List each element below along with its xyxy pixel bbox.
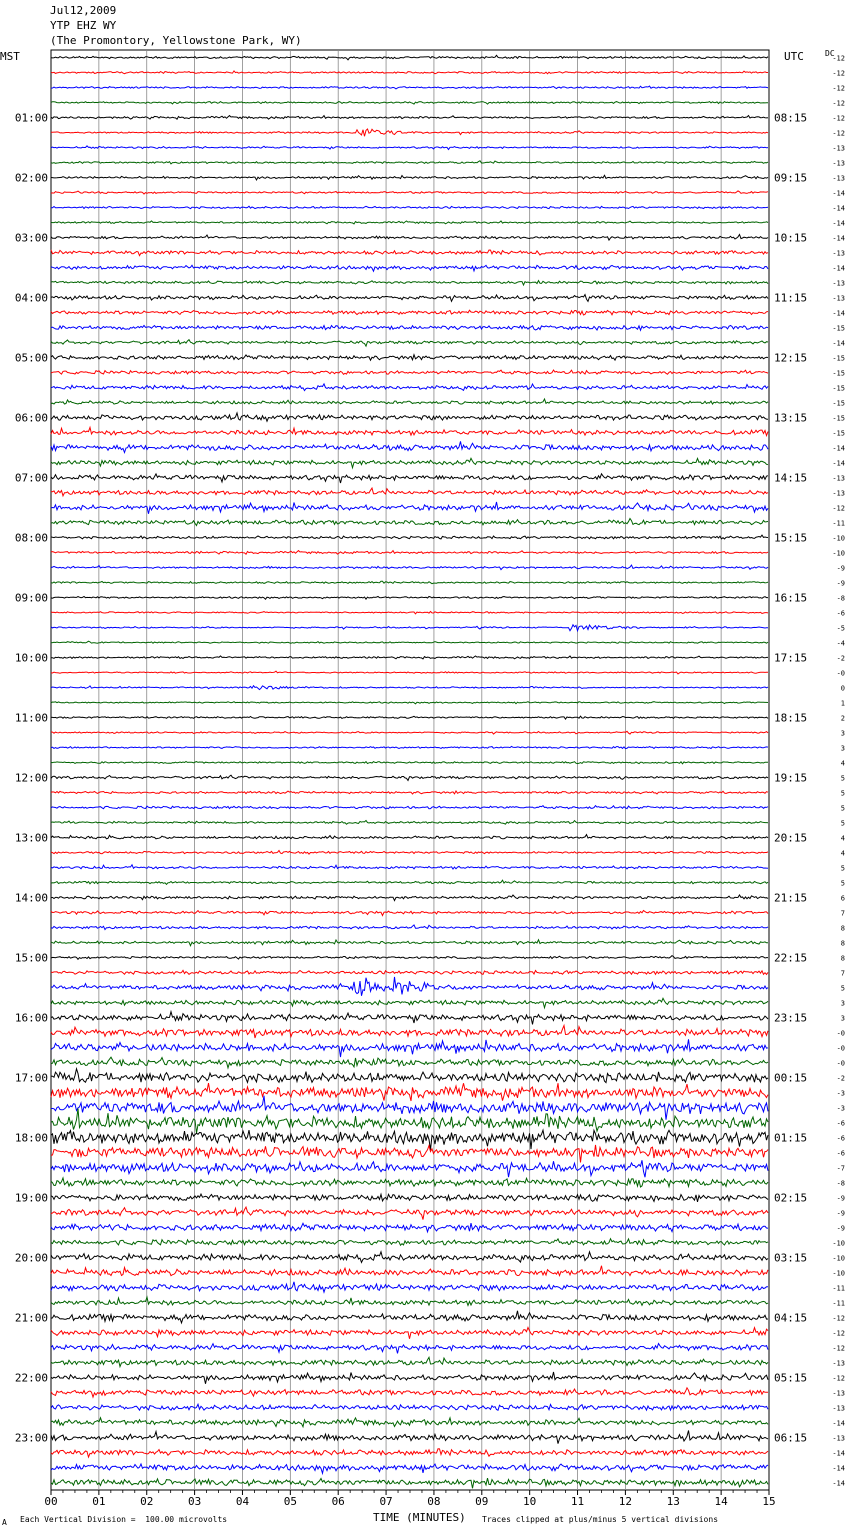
trace-row-81 <box>51 1266 768 1276</box>
dc-offset-value: 5 <box>840 819 845 828</box>
dc-offset-value: -9 <box>836 579 845 588</box>
trace-row-32 <box>51 535 768 539</box>
trace-row-47 <box>51 762 768 764</box>
dc-offset-value: -13 <box>832 1434 845 1443</box>
utc-hour-label: 15:15 <box>774 531 808 545</box>
dc-offset-value: -13 <box>832 279 845 288</box>
trace-row-28 <box>51 474 768 483</box>
trace-row-26 <box>51 441 768 452</box>
dc-offset-value: 1 <box>840 699 845 708</box>
trace-row-23 <box>51 399 768 404</box>
dc-offset-value: -10 <box>832 549 845 558</box>
trace-row-25 <box>51 427 768 435</box>
dc-offset-value: -13 <box>832 294 845 303</box>
dc-offset-value: -5 <box>836 624 845 633</box>
dc-offset-value: 7 <box>840 969 845 978</box>
utc-hour-label: 20:15 <box>774 831 808 845</box>
right-axis-title: UTC <box>784 50 804 63</box>
dc-offset-value: -9 <box>836 1209 845 1218</box>
dc-offset-value: -15 <box>832 369 845 378</box>
dc-offset-value: 3 <box>840 729 845 738</box>
trace-row-70 <box>51 1096 768 1120</box>
dc-offset-value: 7 <box>840 909 845 918</box>
dc-offset-value: 3 <box>840 999 845 1008</box>
dc-offset-value: -14 <box>832 459 845 468</box>
dc-offset-value: -6 <box>836 1134 845 1143</box>
trace-row-8 <box>51 175 768 180</box>
mst-hour-label: 19:00 <box>14 1191 48 1205</box>
trace-row-42 <box>51 686 768 690</box>
mst-hour-label: 03:00 <box>14 231 48 245</box>
mst-hour-label: 16:00 <box>14 1011 48 1025</box>
trace-row-86 <box>51 1344 768 1354</box>
dc-offset-value: -0 <box>836 669 845 678</box>
trace-row-63 <box>51 998 768 1007</box>
dc-offset-value: -11 <box>832 1299 845 1308</box>
dc-offset-value: -13 <box>832 144 845 153</box>
mst-hour-label: 04:00 <box>14 291 48 305</box>
dc-offset-value: -14 <box>832 1419 845 1428</box>
dc-offset-value: -15 <box>832 354 845 363</box>
dc-offset-value: -13 <box>832 1389 845 1398</box>
x-tick-label: 09 <box>475 1495 489 1508</box>
dc-offset-value: -10 <box>832 1239 845 1248</box>
mst-hour-label: 15:00 <box>14 951 48 965</box>
dc-offset-value: -14 <box>832 264 845 273</box>
dc-offset-value: 4 <box>840 834 845 843</box>
trace-row-45 <box>51 731 768 734</box>
trace-row-22 <box>51 384 768 391</box>
header-location: (The Promontory, Yellowstone Park, WY) <box>50 34 302 47</box>
utc-hour-label: 17:15 <box>774 651 808 665</box>
trace-row-20 <box>51 355 768 361</box>
header-date: Jul12,2009 <box>50 4 117 17</box>
trace-row-66 <box>51 1039 768 1057</box>
footer-scale-note: Each Vertical Division = 100.00 microvolts <box>20 1515 228 1524</box>
trace-row-14 <box>51 265 768 271</box>
dc-offset-value: -14 <box>832 189 845 198</box>
utc-hour-label: 21:15 <box>774 891 808 905</box>
dc-offset-value: -12 <box>832 1344 845 1353</box>
mst-hour-label: 17:00 <box>14 1071 48 1085</box>
dc-offset-value: 5 <box>840 879 845 888</box>
trace-row-38 <box>51 625 768 631</box>
footer-clip-note: Traces clipped at plus/minus 5 vertical divisions <box>482 1515 719 1524</box>
x-tick-label: 05 <box>283 1495 297 1508</box>
dc-offset-value: 5 <box>840 789 845 798</box>
mst-hour-label: 09:00 <box>14 591 48 605</box>
dc-offset-value: 5 <box>840 984 845 993</box>
dc-offset-value: -4 <box>836 639 845 648</box>
trace-row-89 <box>51 1388 768 1397</box>
dc-offset-value: 4 <box>840 759 845 768</box>
dc-offset-value: -2 <box>836 654 845 663</box>
dc-offset-value: -6 <box>836 1149 845 1158</box>
dc-offset-value: 5 <box>840 864 845 873</box>
mst-hour-label: 08:00 <box>14 531 48 545</box>
dc-offset-value: -13 <box>832 474 845 483</box>
trace-row-2 <box>51 86 768 89</box>
trace-row-3 <box>51 102 768 105</box>
dc-offset-value: 3 <box>840 1014 845 1023</box>
trace-row-87 <box>51 1357 768 1366</box>
utc-hour-label: 00:15 <box>774 1071 808 1085</box>
dc-offset-value: -14 <box>832 339 845 348</box>
trace-row-44 <box>51 716 768 719</box>
x-tick-label: 00 <box>44 1495 58 1508</box>
dc-offset-value: 6 <box>840 894 845 903</box>
dc-offset-value: -12 <box>832 54 845 63</box>
dc-offset-value: -12 <box>832 69 845 78</box>
trace-row-27 <box>51 458 768 467</box>
trace-row-57 <box>51 911 768 916</box>
mst-hour-label: 12:00 <box>14 771 48 785</box>
mst-hour-label: 13:00 <box>14 831 48 845</box>
mst-hour-label: 01:00 <box>14 111 48 125</box>
dc-offset-value: -9 <box>836 1194 845 1203</box>
dc-offset-value: 0 <box>840 684 845 693</box>
trace-row-61 <box>51 970 768 974</box>
dc-offset-value: -14 <box>832 1479 845 1488</box>
x-tick-label: 06 <box>331 1495 345 1508</box>
utc-hour-label: 03:15 <box>774 1251 808 1265</box>
utc-hour-label: 06:15 <box>774 1431 808 1445</box>
dc-offset-value: -8 <box>836 594 845 603</box>
trace-row-15 <box>51 281 768 285</box>
dc-offset-value: -9 <box>836 564 845 573</box>
mst-hour-label: 10:00 <box>14 651 48 665</box>
dc-offset-value: -8 <box>836 1179 845 1188</box>
dc-offset-value: 8 <box>840 939 845 948</box>
dc-offset-value: 2 <box>840 714 845 723</box>
trace-row-24 <box>51 413 768 421</box>
trace-row-68 <box>51 1069 768 1083</box>
trace-row-4 <box>51 116 768 120</box>
trace-row-10 <box>51 206 768 208</box>
dc-offset-value: 4 <box>840 849 845 858</box>
dc-offset-value: -0 <box>836 1044 845 1053</box>
utc-hour-label: 18:15 <box>774 711 808 725</box>
trace-row-82 <box>51 1282 768 1292</box>
x-tick-label: 01 <box>92 1495 106 1508</box>
dc-offset-value: -13 <box>832 159 845 168</box>
dc-offset-value: -3 <box>836 1089 845 1098</box>
trace-row-58 <box>51 925 768 930</box>
trace-row-11 <box>51 221 768 224</box>
dc-offset-value: 5 <box>840 804 845 813</box>
trace-row-56 <box>51 895 768 901</box>
dc-offset-value: -12 <box>832 114 845 123</box>
trace-row-16 <box>51 295 768 302</box>
dc-offset-value: -14 <box>832 234 845 243</box>
x-tick-label: 13 <box>666 1495 680 1508</box>
x-tick-label: 07 <box>379 1495 393 1508</box>
trace-row-48 <box>51 775 768 780</box>
mst-hour-label: 21:00 <box>14 1311 48 1325</box>
utc-hour-label: 04:15 <box>774 1311 808 1325</box>
mst-hour-label: 05:00 <box>14 351 48 365</box>
trace-row-74 <box>51 1160 768 1177</box>
trace-row-37 <box>51 612 768 614</box>
dc-offset-value: -12 <box>832 84 845 93</box>
trace-row-46 <box>51 746 768 748</box>
trace-row-18 <box>51 325 768 330</box>
utc-hour-label: 14:15 <box>774 471 808 485</box>
trace-row-62 <box>51 977 768 996</box>
mst-hour-label: 06:00 <box>14 411 48 425</box>
dc-offset-value: -13 <box>832 1404 845 1413</box>
mst-hour-label: 11:00 <box>14 711 48 725</box>
dc-offset-value: 5 <box>840 774 845 783</box>
dc-offset-value: -11 <box>832 519 845 528</box>
trace-row-54 <box>51 865 768 869</box>
dc-offset-value: 8 <box>840 924 845 933</box>
trace-row-12 <box>51 235 768 241</box>
trace-row-73 <box>51 1145 768 1163</box>
trace-row-84 <box>51 1311 768 1323</box>
x-tick-label: 02 <box>140 1495 154 1508</box>
dc-offset-value: -11 <box>832 1284 845 1293</box>
x-tick-label: 14 <box>714 1495 728 1508</box>
mst-hour-label: 07:00 <box>14 471 48 485</box>
trace-row-7 <box>51 161 768 164</box>
trace-row-17 <box>51 310 768 315</box>
x-tick-label: 15 <box>762 1495 776 1508</box>
dc-offset-value: -0 <box>836 1029 845 1038</box>
dc-offset-value: -12 <box>832 99 845 108</box>
trace-row-59 <box>51 940 768 946</box>
trace-row-1 <box>51 71 768 74</box>
trace-row-64 <box>51 1012 768 1025</box>
dc-offset-value: -13 <box>832 174 845 183</box>
trace-row-19 <box>51 340 768 346</box>
dc-offset-value: -7 <box>836 1164 845 1173</box>
trace-row-43 <box>51 702 768 704</box>
mst-hour-label: 02:00 <box>14 171 48 185</box>
trace-row-21 <box>51 370 768 374</box>
utc-hour-label: 13:15 <box>774 411 808 425</box>
trace-row-9 <box>51 191 768 194</box>
trace-row-95 <box>51 1478 768 1488</box>
trace-row-51 <box>51 821 768 825</box>
footer-mark: A <box>2 1518 7 1527</box>
utc-hour-label: 02:15 <box>774 1191 808 1205</box>
dc-offset-value: -14 <box>832 444 845 453</box>
x-tick-label: 08 <box>427 1495 441 1508</box>
trace-row-67 <box>51 1057 768 1068</box>
dc-offset-value: -2 <box>836 1074 845 1083</box>
trace-row-77 <box>51 1207 768 1220</box>
trace-row-92 <box>51 1431 768 1444</box>
utc-hour-label: 05:15 <box>774 1371 808 1385</box>
dc-offset-value: -15 <box>832 429 845 438</box>
dc-offset-value: -6 <box>836 1119 845 1128</box>
trace-row-5 <box>51 129 768 136</box>
trace-row-39 <box>51 641 768 643</box>
dc-offset-value: -15 <box>832 399 845 408</box>
trace-row-41 <box>51 671 768 674</box>
mst-hour-label: 20:00 <box>14 1251 48 1265</box>
dc-offset-value: -12 <box>832 1314 845 1323</box>
x-tick-label: 12 <box>618 1495 633 1508</box>
dc-offset-title: DC <box>825 49 835 58</box>
trace-row-31 <box>51 519 768 526</box>
trace-row-49 <box>51 791 768 794</box>
utc-hour-label: 16:15 <box>774 591 808 605</box>
x-tick-label: 11 <box>570 1495 585 1508</box>
trace-row-13 <box>51 250 768 256</box>
trace-row-29 <box>51 488 768 496</box>
utc-hour-label: 22:15 <box>774 951 808 965</box>
trace-row-72 <box>51 1130 768 1150</box>
trace-row-65 <box>51 1026 768 1039</box>
trace-row-90 <box>51 1404 768 1410</box>
trace-row-94 <box>51 1464 768 1473</box>
trace-row-35 <box>51 581 768 583</box>
dc-offset-value: -14 <box>832 1449 845 1458</box>
dc-offset-value: 3 <box>840 744 845 753</box>
trace-row-53 <box>51 851 768 855</box>
dc-offset-value: -9 <box>836 1224 845 1233</box>
dc-offset-value: -12 <box>832 129 845 138</box>
trace-row-40 <box>51 656 768 659</box>
utc-hour-label: 09:15 <box>774 171 808 185</box>
dc-offset-value: -15 <box>832 414 845 423</box>
dc-offset-value: -10 <box>832 1269 845 1278</box>
trace-row-79 <box>51 1239 768 1246</box>
trace-row-93 <box>51 1449 768 1457</box>
dc-offset-value: -10 <box>832 1254 845 1263</box>
dc-offset-value: -10 <box>832 534 845 543</box>
trace-row-33 <box>51 551 768 555</box>
dc-offset-value: -12 <box>832 1329 845 1338</box>
trace-row-52 <box>51 835 768 839</box>
utc-hour-label: 08:15 <box>774 111 808 125</box>
trace-row-83 <box>51 1297 768 1305</box>
mst-hour-label: 22:00 <box>14 1371 48 1385</box>
x-axis-title: TIME (MINUTES) <box>373 1511 466 1524</box>
dc-offset-value: 8 <box>840 954 845 963</box>
dc-offset-value: -13 <box>832 1359 845 1368</box>
trace-row-76 <box>51 1194 768 1202</box>
utc-hour-label: 12:15 <box>774 351 808 365</box>
left-axis-title: MST <box>0 50 20 63</box>
dc-offset-value: -13 <box>832 249 845 258</box>
dc-offset-value: -14 <box>832 219 845 228</box>
x-tick-label: 10 <box>523 1495 537 1508</box>
trace-row-36 <box>51 597 768 600</box>
header-station: YTP EHZ WY <box>50 19 117 32</box>
trace-row-80 <box>51 1252 768 1263</box>
trace-row-85 <box>51 1328 768 1339</box>
dc-offset-value: -3 <box>836 1104 845 1113</box>
utc-hour-label: 11:15 <box>774 291 808 305</box>
x-tick-label: 03 <box>187 1495 202 1508</box>
trace-row-34 <box>51 565 768 570</box>
dc-offset-value: -12 <box>832 1374 845 1383</box>
dc-offset-value: -14 <box>832 204 845 213</box>
mst-hour-label: 14:00 <box>14 891 48 905</box>
trace-row-30 <box>51 502 768 514</box>
dc-offset-value: -14 <box>832 1464 845 1473</box>
trace-row-75 <box>51 1178 768 1187</box>
trace-row-50 <box>51 806 768 809</box>
trace-row-69 <box>51 1083 768 1101</box>
trace-row-88 <box>51 1372 768 1384</box>
x-tick-label: 04 <box>235 1495 250 1508</box>
dc-offset-value: -0 <box>836 1059 845 1068</box>
trace-row-78 <box>51 1223 768 1232</box>
dc-offset-value: -15 <box>832 384 845 393</box>
trace-row-55 <box>51 880 768 884</box>
trace-row-6 <box>51 146 768 150</box>
utc-hour-label: 10:15 <box>774 231 808 245</box>
dc-offset-value: -14 <box>832 309 845 318</box>
utc-hour-label: 01:15 <box>774 1131 808 1145</box>
trace-row-60 <box>51 956 768 960</box>
utc-hour-label: 19:15 <box>774 771 808 785</box>
dc-offset-value: -13 <box>832 489 845 498</box>
trace-row-0 <box>51 55 768 60</box>
dc-offset-value: -15 <box>832 324 845 333</box>
utc-hour-label: 23:15 <box>774 1011 808 1025</box>
trace-row-91 <box>51 1418 768 1427</box>
dc-offset-value: -6 <box>836 609 845 618</box>
mst-hour-label: 18:00 <box>14 1131 48 1145</box>
dc-offset-value: -12 <box>832 504 845 513</box>
mst-hour-label: 23:00 <box>14 1431 48 1445</box>
